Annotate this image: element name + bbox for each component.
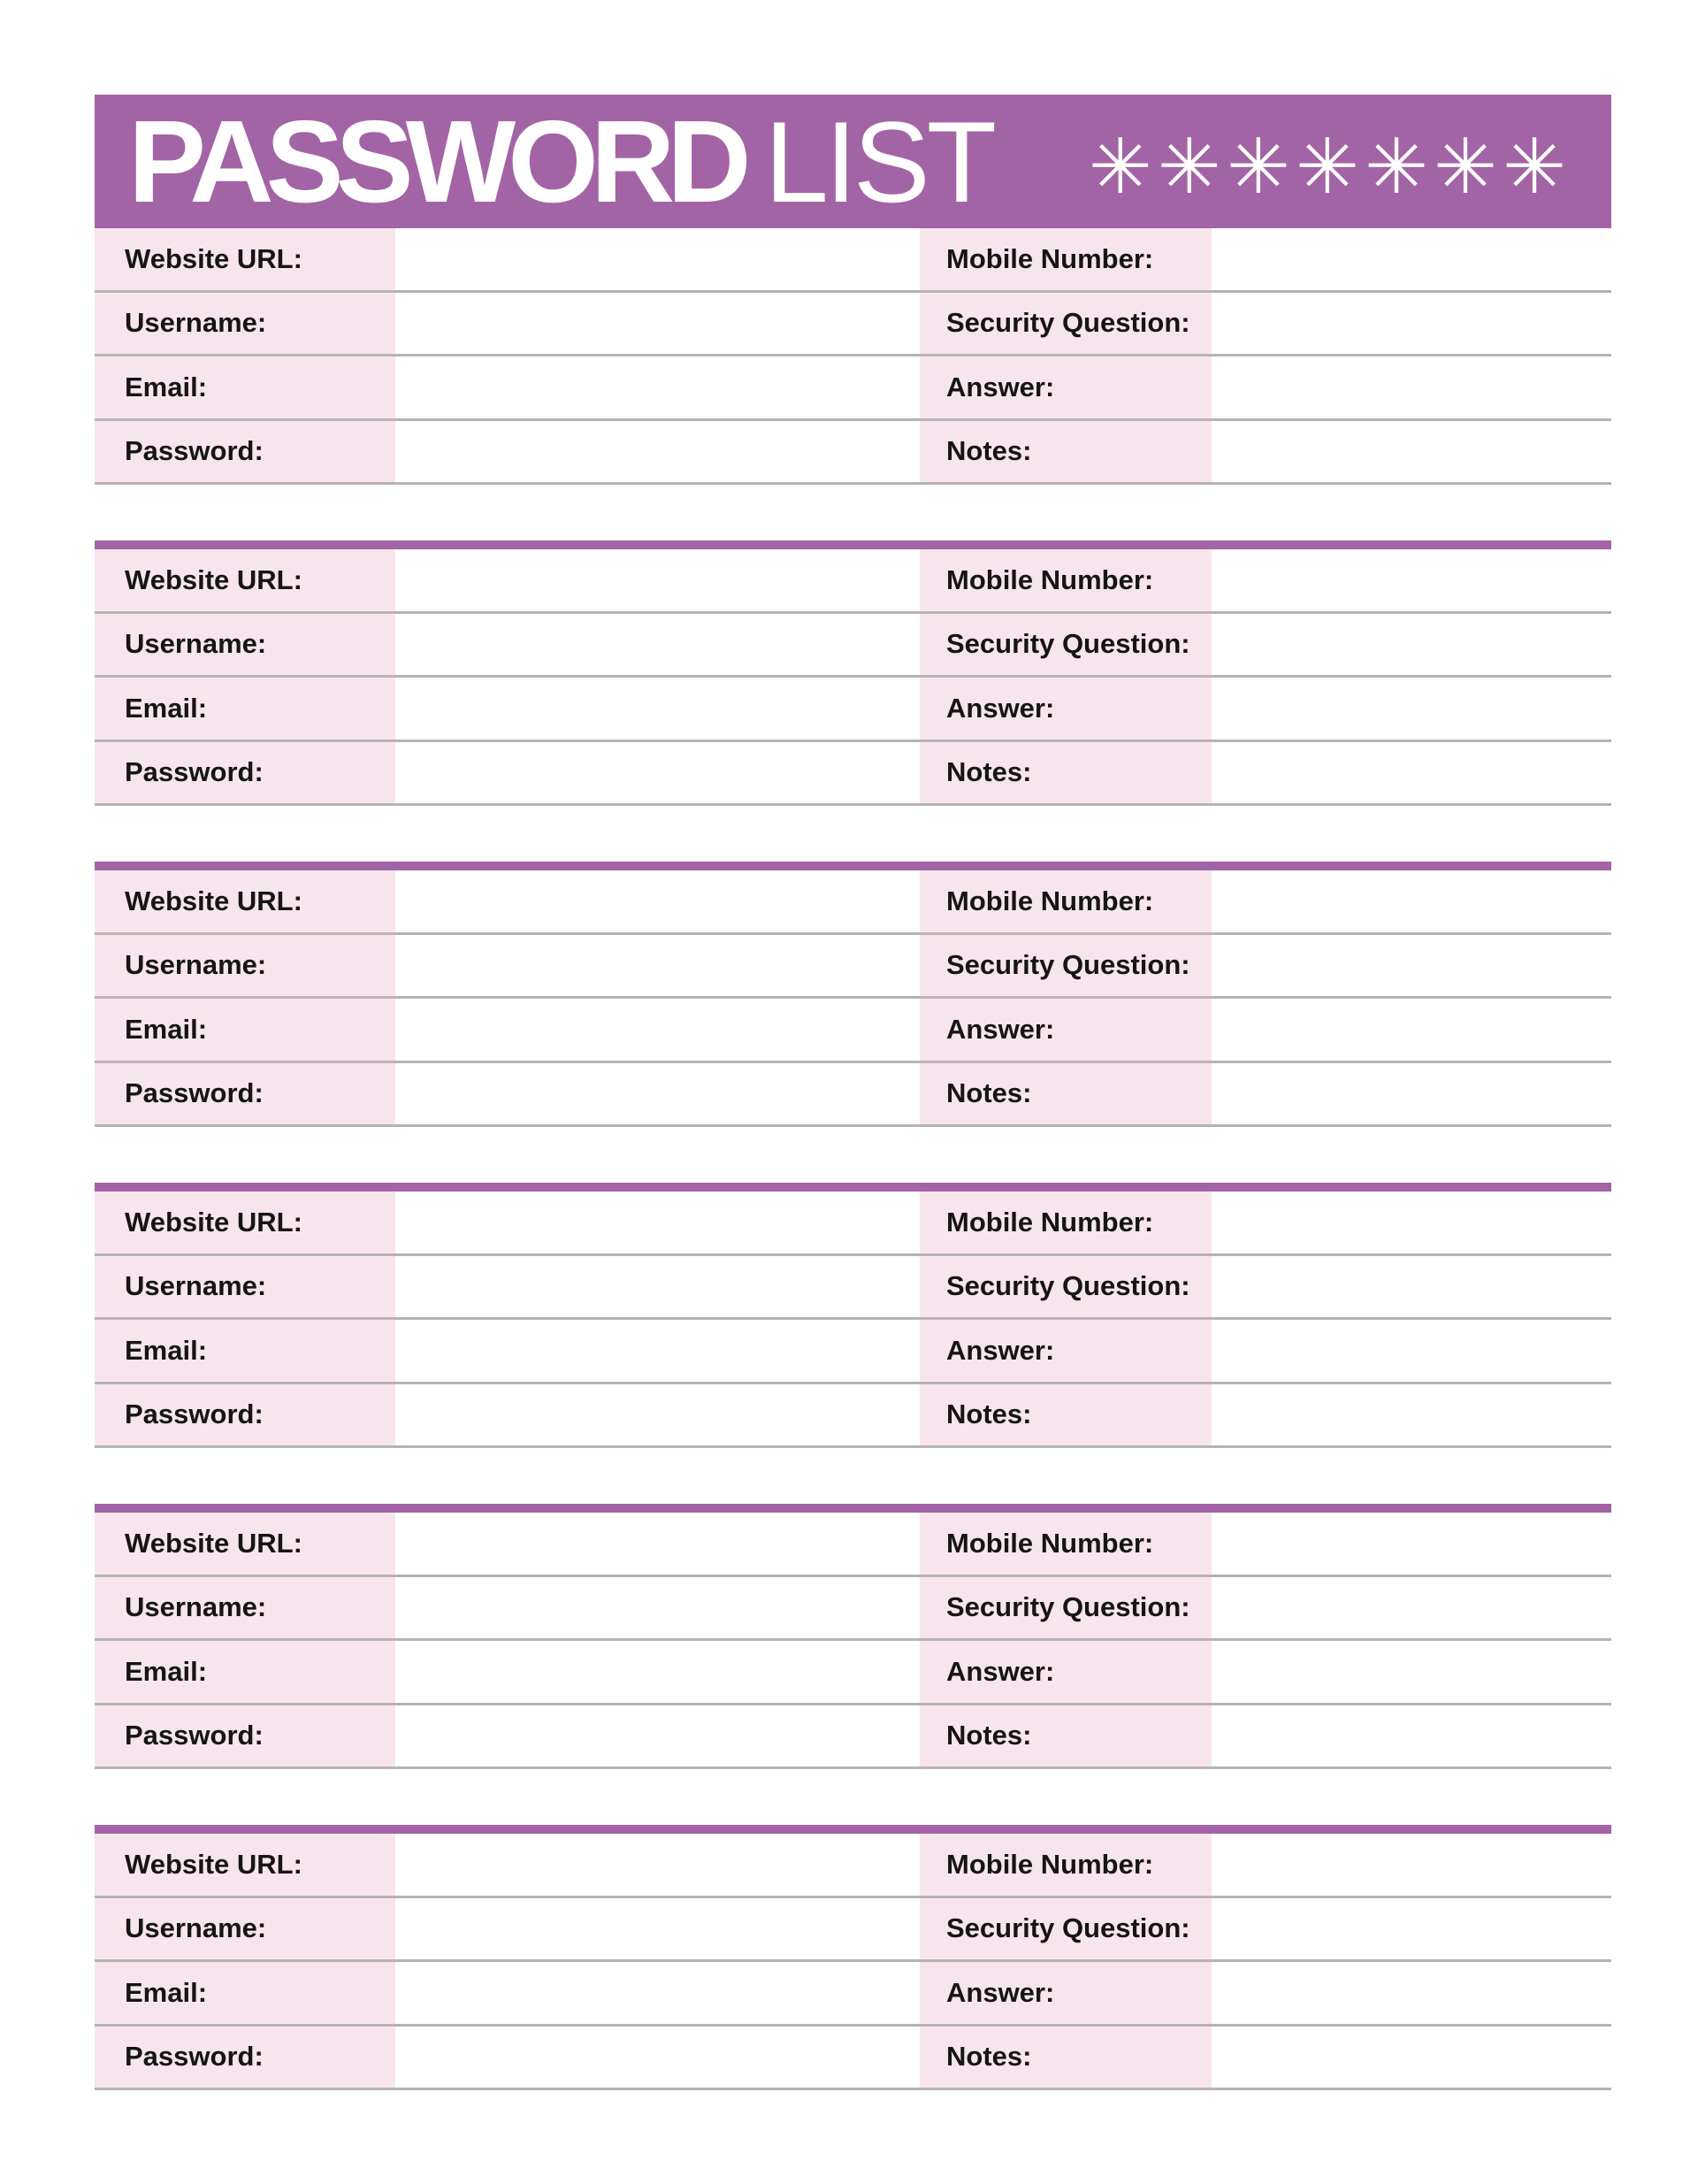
section-rows bbox=[95, 228, 1611, 485]
field-label-right: Mobile Number: bbox=[920, 1513, 1212, 1575]
field-label-right: Mobile Number: bbox=[920, 1192, 1212, 1253]
field-value-left[interactable] bbox=[395, 1834, 891, 1896]
field-value-right[interactable] bbox=[1212, 1513, 1611, 1575]
column-gap bbox=[891, 1192, 920, 1253]
column-gap bbox=[891, 1962, 920, 2024]
field-value-left[interactable] bbox=[395, 356, 891, 418]
section-divider-bar bbox=[95, 1183, 1611, 1192]
field-value-left[interactable] bbox=[395, 678, 891, 739]
page-title-primary: PASSWORD bbox=[128, 96, 744, 226]
field-value-right[interactable] bbox=[1212, 2027, 1611, 2088]
table-row bbox=[95, 870, 1611, 935]
column-gap bbox=[891, 421, 920, 483]
field-value-left[interactable] bbox=[395, 1962, 891, 2024]
field-label-left: Password: bbox=[95, 421, 395, 483]
table-row bbox=[95, 1063, 1611, 1128]
field-value-right[interactable] bbox=[1212, 1577, 1611, 1639]
column-gap bbox=[891, 228, 920, 290]
column-gap bbox=[891, 678, 920, 739]
password-entry-section bbox=[95, 862, 1611, 1127]
field-label-left: Username: bbox=[95, 293, 395, 355]
field-value-right[interactable] bbox=[1212, 293, 1611, 355]
column-gap bbox=[891, 1256, 920, 1318]
field-label-right: Answer: bbox=[920, 356, 1212, 418]
password-entry-section bbox=[95, 1825, 1611, 2090]
table-row bbox=[95, 1641, 1611, 1705]
field-label-right: Mobile Number: bbox=[920, 1834, 1212, 1896]
column-gap bbox=[891, 1384, 920, 1446]
password-entry-section bbox=[95, 228, 1611, 485]
table-row bbox=[95, 742, 1611, 807]
field-value-left[interactable] bbox=[395, 1256, 891, 1318]
field-label-right: Security Question: bbox=[920, 293, 1212, 355]
field-value-left[interactable] bbox=[395, 1063, 891, 1125]
table-row bbox=[95, 1962, 1611, 2027]
column-gap bbox=[891, 356, 920, 418]
table-row bbox=[95, 1513, 1611, 1577]
field-value-left[interactable] bbox=[395, 1513, 891, 1575]
table-row bbox=[95, 1705, 1611, 1770]
field-label-right: Answer: bbox=[920, 678, 1212, 739]
table-row bbox=[95, 1577, 1611, 1642]
field-label-left: Email: bbox=[95, 356, 395, 418]
field-value-right[interactable] bbox=[1212, 1834, 1611, 1896]
field-label-left: Email: bbox=[95, 1320, 395, 1382]
field-label-left: Password: bbox=[95, 1705, 395, 1767]
field-value-right[interactable] bbox=[1212, 1256, 1611, 1318]
field-label-left: Website URL: bbox=[95, 549, 395, 611]
field-label-right: Security Question: bbox=[920, 1256, 1212, 1318]
field-label-left: Email: bbox=[95, 1962, 395, 2024]
column-gap bbox=[891, 2027, 920, 2088]
field-label-left: Password: bbox=[95, 2027, 395, 2088]
field-value-right[interactable] bbox=[1212, 549, 1611, 611]
field-label-right: Notes: bbox=[920, 1063, 1212, 1125]
field-value-right[interactable] bbox=[1212, 1898, 1611, 1960]
field-value-left[interactable] bbox=[395, 228, 891, 290]
field-label-left: Username: bbox=[95, 1898, 395, 1960]
section-divider-bar bbox=[95, 540, 1611, 549]
section-rows bbox=[95, 549, 1611, 806]
field-label-left: Website URL: bbox=[95, 870, 395, 932]
column-gap bbox=[891, 549, 920, 611]
field-value-right[interactable] bbox=[1212, 1063, 1611, 1125]
field-value-left[interactable] bbox=[395, 614, 891, 676]
table-row bbox=[95, 1192, 1611, 1256]
table-row bbox=[95, 678, 1611, 742]
field-value-right[interactable] bbox=[1212, 1705, 1611, 1767]
field-label-left: Email: bbox=[95, 1641, 395, 1703]
field-value-left[interactable] bbox=[395, 999, 891, 1061]
field-value-right[interactable] bbox=[1212, 742, 1611, 804]
column-gap bbox=[891, 999, 920, 1061]
table-row bbox=[95, 999, 1611, 1063]
section-divider-bar bbox=[95, 862, 1611, 870]
field-value-left[interactable] bbox=[395, 1641, 891, 1703]
password-entry-section bbox=[95, 1504, 1611, 1769]
field-label-right: Security Question: bbox=[920, 1898, 1212, 1960]
field-label-right: Notes: bbox=[920, 1384, 1212, 1446]
field-label-right: Answer: bbox=[920, 999, 1212, 1061]
column-gap bbox=[891, 742, 920, 804]
section-divider-bar bbox=[95, 1504, 1611, 1513]
field-label-left: Email: bbox=[95, 999, 395, 1061]
field-label-right: Mobile Number: bbox=[920, 228, 1212, 290]
field-label-left: Email: bbox=[95, 678, 395, 739]
password-entry-section bbox=[95, 1183, 1611, 1448]
field-value-right[interactable] bbox=[1212, 999, 1611, 1061]
field-value-left[interactable] bbox=[395, 1898, 891, 1960]
column-gap bbox=[891, 935, 920, 997]
column-gap bbox=[891, 1898, 920, 1960]
document bbox=[95, 95, 1611, 2090]
section-rows bbox=[95, 870, 1611, 1127]
column-gap bbox=[891, 1513, 920, 1575]
field-label-right: Mobile Number: bbox=[920, 870, 1212, 932]
column-gap bbox=[891, 1641, 920, 1703]
field-value-left[interactable] bbox=[395, 549, 891, 611]
table-row bbox=[95, 1384, 1611, 1449]
section-divider-bar bbox=[95, 1825, 1611, 1834]
column-gap bbox=[891, 1705, 920, 1767]
asterisks-icon: ✳✳✳✳✳✳✳ bbox=[1088, 122, 1572, 211]
field-label-right: Security Question: bbox=[920, 614, 1212, 676]
field-label-left: Username: bbox=[95, 614, 395, 676]
field-label-right: Answer: bbox=[920, 1962, 1212, 2024]
field-label-right: Notes: bbox=[920, 2027, 1212, 2088]
field-label-left: Website URL: bbox=[95, 1513, 395, 1575]
field-label-left: Username: bbox=[95, 1577, 395, 1639]
field-label-left: Password: bbox=[95, 742, 395, 804]
field-value-left[interactable] bbox=[395, 1192, 891, 1253]
section-rows bbox=[95, 1513, 1611, 1769]
field-value-right[interactable] bbox=[1212, 228, 1611, 290]
header-banner bbox=[95, 95, 1611, 228]
table-row bbox=[95, 1320, 1611, 1384]
table-row bbox=[95, 1256, 1611, 1321]
field-value-right[interactable] bbox=[1212, 1320, 1611, 1382]
field-value-left[interactable] bbox=[395, 742, 891, 804]
field-label-right: Security Question: bbox=[920, 1577, 1212, 1639]
field-label-right: Notes: bbox=[920, 421, 1212, 483]
field-label-left: Username: bbox=[95, 935, 395, 997]
field-value-right[interactable] bbox=[1212, 870, 1611, 932]
field-label-left: Website URL: bbox=[95, 1192, 395, 1253]
field-label-right: Notes: bbox=[920, 742, 1212, 804]
column-gap bbox=[891, 870, 920, 932]
field-value-right[interactable] bbox=[1212, 678, 1611, 739]
field-label-left: Website URL: bbox=[95, 228, 395, 290]
column-gap bbox=[891, 293, 920, 355]
column-gap bbox=[891, 1320, 920, 1382]
field-label-left: Website URL: bbox=[95, 1834, 395, 1896]
table-row bbox=[95, 1898, 1611, 1963]
field-label-left: Username: bbox=[95, 1256, 395, 1318]
table-row bbox=[95, 421, 1611, 486]
column-gap bbox=[891, 1834, 920, 1896]
table-row bbox=[95, 549, 1611, 614]
column-gap bbox=[891, 614, 920, 676]
field-value-right[interactable] bbox=[1212, 1641, 1611, 1703]
field-value-right[interactable] bbox=[1212, 1384, 1611, 1446]
field-value-right[interactable] bbox=[1212, 1962, 1611, 2024]
column-gap bbox=[891, 1063, 920, 1125]
field-value-left[interactable] bbox=[395, 421, 891, 483]
field-label-right: Mobile Number: bbox=[920, 549, 1212, 611]
field-value-left[interactable] bbox=[395, 2027, 891, 2088]
table-row bbox=[95, 356, 1611, 421]
table-row bbox=[95, 935, 1611, 1000]
field-value-right[interactable] bbox=[1212, 1192, 1611, 1253]
field-value-right[interactable] bbox=[1212, 614, 1611, 676]
field-value-left[interactable] bbox=[395, 1705, 891, 1767]
field-label-right: Answer: bbox=[920, 1320, 1212, 1382]
field-value-right[interactable] bbox=[1212, 356, 1611, 418]
field-value-left[interactable] bbox=[395, 935, 891, 997]
field-label-left: Password: bbox=[95, 1384, 395, 1446]
password-entry-section bbox=[95, 540, 1611, 806]
section-rows bbox=[95, 1192, 1611, 1448]
field-value-right[interactable] bbox=[1212, 421, 1611, 483]
table-row bbox=[95, 293, 1611, 357]
field-label-left: Password: bbox=[95, 1063, 395, 1125]
password-sections bbox=[95, 228, 1611, 2090]
table-row bbox=[95, 614, 1611, 678]
column-gap bbox=[891, 1577, 920, 1639]
section-rows bbox=[95, 1834, 1611, 2090]
page-title-secondary: LIST bbox=[764, 96, 994, 226]
field-value-left[interactable] bbox=[395, 293, 891, 355]
field-value-left[interactable] bbox=[395, 1577, 891, 1639]
field-label-right: Notes: bbox=[920, 1705, 1212, 1767]
field-value-left[interactable] bbox=[395, 870, 891, 932]
field-value-left[interactable] bbox=[395, 1384, 891, 1446]
page-title bbox=[128, 96, 994, 226]
table-row bbox=[95, 2027, 1611, 2091]
field-label-right: Answer: bbox=[920, 1641, 1212, 1703]
table-row bbox=[95, 1834, 1611, 1898]
table-row bbox=[95, 228, 1611, 293]
field-label-right: Security Question: bbox=[920, 935, 1212, 997]
field-value-right[interactable] bbox=[1212, 935, 1611, 997]
field-value-left[interactable] bbox=[395, 1320, 891, 1382]
